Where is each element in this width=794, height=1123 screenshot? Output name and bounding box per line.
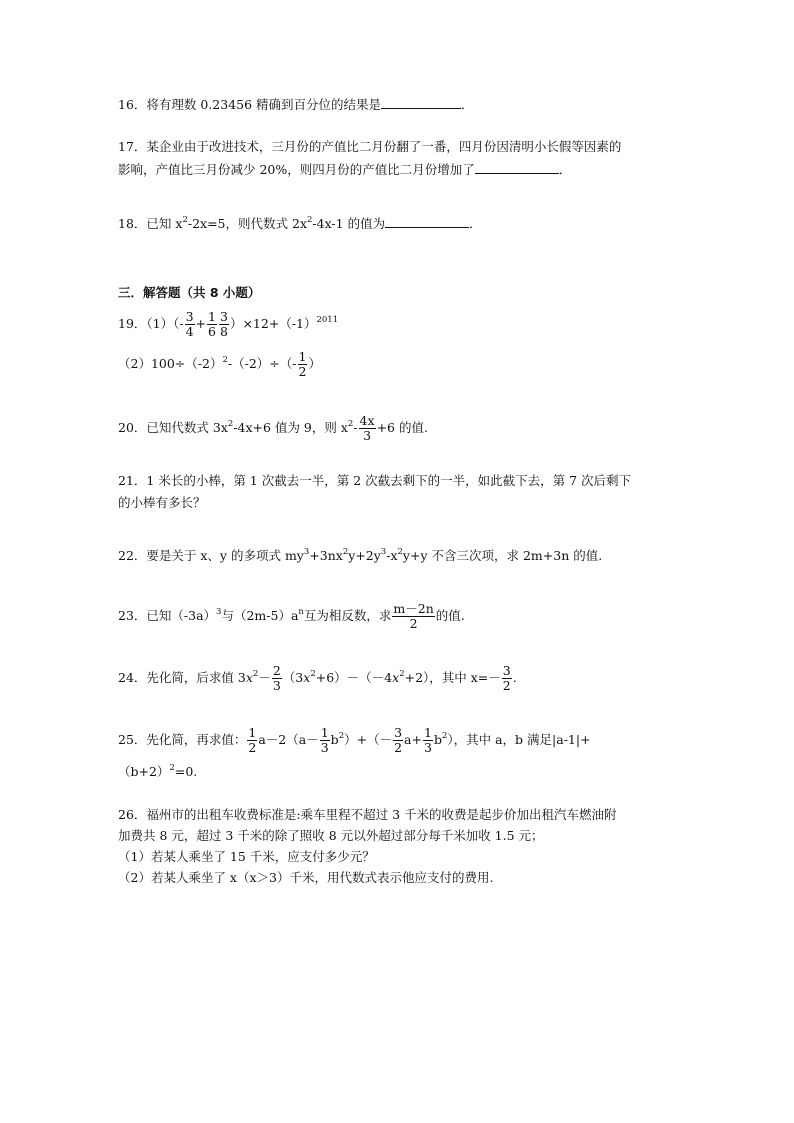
q24-pre: 24．先化简，后求值 3 [118, 670, 246, 685]
question-19-part-1 [118, 306, 338, 342]
q23-mid: 与（2m-5）a [221, 608, 299, 623]
answer-blank[interactable] [381, 96, 461, 109]
question-23 [118, 598, 465, 634]
fraction: $\frac{2}{3}$ [272, 663, 281, 693]
question-16-end: ． [461, 97, 474, 112]
variable-x: x [392, 670, 400, 685]
exponent: n [298, 607, 304, 617]
section-title: 三．解答题（共 8 小题） [118, 285, 261, 300]
question-16 [118, 96, 474, 114]
question-24 [118, 660, 517, 696]
exponent: 2 [307, 215, 313, 225]
exponent: 2 [397, 547, 403, 557]
q24-end: . [512, 670, 517, 685]
q22-pre: 22．要是关于 x、y 的多项式 my [118, 548, 304, 563]
question-19-part-2 [118, 346, 321, 382]
fraction: $\frac{1}{3}$ [423, 725, 432, 755]
question-25-line-1 [118, 722, 591, 758]
q19-part2-post: ） [308, 356, 321, 371]
exponent: 2 [338, 731, 345, 741]
minus-sign: － [258, 670, 271, 685]
question-17-end: ． [558, 162, 572, 177]
q23-mid2: 互为相反数，求 [303, 608, 392, 623]
q20-mid: -4x+6 值为 9，则 x [233, 420, 348, 435]
fraction: $\frac{3}{2}$ [394, 725, 403, 755]
question-22 [118, 547, 602, 565]
fraction: $\frac{3}{4}$ [185, 309, 194, 339]
exponent: 2 [310, 669, 316, 679]
exponent: 3 [380, 547, 387, 557]
fraction: $\frac{4x}{3}$ [359, 413, 375, 443]
question-17-text: 影响，产值比三月份减少 20%，则四月份的产值比二月份增加了 [118, 162, 475, 177]
q24-mid2: +6）－（－4 [315, 670, 393, 685]
exponent: 2 [227, 419, 234, 429]
q19-part1-pre: 19．（1）（- [118, 316, 184, 331]
exponent: 2 [182, 215, 188, 225]
q19-part2-pre: （2）100÷（-2） [118, 356, 223, 371]
q25-pre: 25．先化简，再求值： [118, 732, 247, 747]
q22-mid2: y+2y [348, 548, 381, 563]
q25-mid4: a+ [404, 732, 422, 747]
exponent: 2 [252, 669, 259, 679]
exponent: 3 [216, 607, 222, 617]
exponent: 2 [399, 669, 405, 679]
question-18 [118, 215, 482, 233]
q25-mid1: a－2（a－ [258, 732, 319, 747]
question-25-line-2 [118, 763, 197, 781]
q25-mid3: ）+（－ [344, 732, 393, 747]
question-18-pre: 18．已知 x [118, 216, 183, 231]
question-16-text: 16．将有理数 0.23456 精确到百分位的结果是 [118, 97, 382, 112]
plus-sign: + [195, 316, 207, 331]
q23-pre: 23．已知（-3a） [118, 608, 217, 623]
fraction: $\frac{1}{2}$ [248, 725, 257, 755]
q22-mid3: -x [386, 548, 398, 563]
q19-part1-post: ）×12+（-1） [229, 316, 317, 331]
q23-post: 的值. [435, 608, 465, 623]
fraction: $\frac{1}{6}$ [208, 309, 216, 339]
q25-mid5: b [433, 732, 442, 747]
question-26-line-1: 26．福州市的出租车收费标准是:乘车里程不超过 3 千米的收费是起步价加出租汽车燃油附 [118, 807, 617, 822]
question-26-part-1: （1）若某人乘坐了 15 千米，应支付多少元？ [118, 849, 375, 864]
question-26-part-2: （2）若某人乘坐了 x（x＞3）千米，用代数式表示他应支付的费用. [118, 870, 494, 885]
question-18-post: -4x-1 的值为 [312, 216, 386, 231]
exponent: 2 [342, 547, 349, 557]
question-20 [118, 410, 428, 446]
fraction: $\frac{1}{3}$ [320, 725, 329, 755]
question-17-line-1: 17．某企业由于改进技术，三月份的产值比二月份翻了一番，四月份因清明小长假等因素的 [118, 139, 622, 154]
q22-mid1: +3nx [309, 548, 343, 563]
fraction: $\frac{m-2n}{2}$ [393, 601, 434, 631]
fraction: $\frac{1}{2}$ [298, 349, 307, 379]
q24-mid: （3 [282, 670, 304, 685]
q20-post: +6 的值. [376, 420, 428, 435]
q25-line2-pre: （b+2） [118, 764, 170, 779]
exponent: 2011 [316, 315, 339, 325]
minus-sign: - [353, 420, 358, 435]
variable-x: x [245, 670, 253, 685]
variable-x: x [303, 670, 311, 685]
question-26-line-2: 加费共 8 元，超过 3 千米的除了照收 8 元以外超过部分每千米加收 1.5 元； [118, 828, 544, 843]
question-21-line-1: 21．1 米长的小棒，第 1 次截去一半，第 2 次截去剩下的一半，如此截下去，第 7 次后剩下 [118, 473, 632, 488]
q22-post: y+y 不含三次项，求 2m+3n 的值. [402, 548, 603, 563]
q19-part2-mid: -（-2）÷（- [227, 356, 297, 371]
answer-blank[interactable] [385, 215, 469, 228]
exponent: 2 [222, 355, 228, 365]
exponent: 2 [441, 731, 448, 741]
q25-mid2: b [330, 732, 339, 747]
answer-blank[interactable] [475, 161, 559, 174]
question-21-line-2: 的小棒有多长？ [118, 495, 206, 510]
q25-post: ），其中 a，b 满足|a-1|+ [447, 732, 591, 747]
q24-mid3: +2），其中 x=－ [404, 670, 501, 685]
exponent: 3 [303, 547, 310, 557]
question-18-mid: -2x=5，则代数式 2x [187, 216, 307, 231]
fraction: $\frac{3}{2}$ [502, 663, 511, 693]
exponent: 2 [169, 763, 175, 773]
question-17-line-2 [118, 161, 571, 179]
fraction: $\frac{3}{8}$ [219, 309, 228, 339]
exponent: 2 [347, 419, 354, 429]
question-18-end: ． [469, 216, 482, 231]
q25-line2-post: =0. [174, 764, 198, 779]
q20-pre: 20．已知代数式 3x [118, 420, 228, 435]
